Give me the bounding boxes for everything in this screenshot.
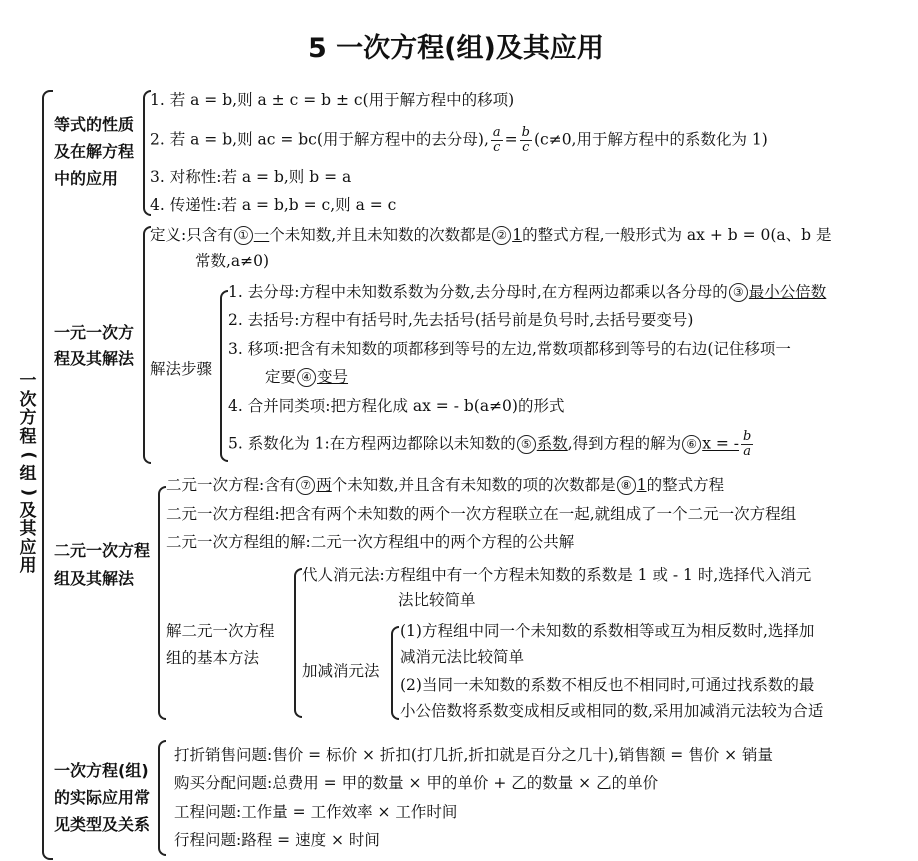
steps-brace <box>220 290 228 462</box>
section2-label-line2: 程及其解法 <box>54 349 135 368</box>
elimination-case1-cont: 减消元法比较简单 <box>400 648 525 666</box>
s3-line3: 二元一次方程组的解:二元一次方程组中的两个方程的公共解 <box>166 533 575 551</box>
step2: 2. 去括号:方程中有括号时,先去括号(括号前是负号时,去括号要变号) <box>228 311 694 329</box>
elimination-brace <box>391 626 399 720</box>
page-title: 5 一次方程(组)及其应用 <box>308 33 604 64</box>
root-label-char: ( <box>18 451 39 460</box>
relation-purchase: 购买分配问题:总费用 = 甲的数量 × 甲的单价 + 乙的数量 × 乙的单价 <box>174 774 659 792</box>
root-label-char: 次 <box>19 389 37 410</box>
root-label-char: ) <box>18 488 39 497</box>
root-label-char: 应 <box>19 537 37 558</box>
substitution-method: 代人消元法:方程组中有一个方程未知数的系数是 1 或 - 1 时,选择代入消元 <box>302 566 812 584</box>
relation-travel: 行程问题:路程 = 速度 × 时间 <box>174 831 380 849</box>
method-label-line1: 解二元一次方程 <box>166 622 275 640</box>
root-label-char: 一 <box>19 371 37 391</box>
s1-item3: 3. 对称性:若 a = b,则 b = a <box>150 168 352 186</box>
step3-cont: 定要 ④ 变号 <box>265 368 349 386</box>
root-label-char: 其 <box>19 519 37 539</box>
elimination-case2-cont: 小公倍数将系数变成相反或相同的数,采用加减消元法较为合适 <box>400 702 824 720</box>
s2-definition-cont: 常数,a≠0) <box>195 252 270 270</box>
root-label-char: 组 <box>19 463 37 484</box>
section1-label-line1: 等式的性质 <box>54 115 135 134</box>
elimination-method-label: 加减消元法 <box>302 662 380 680</box>
section4-label-line3: 见类型及关系 <box>54 815 151 834</box>
substitution-method-cont: 法比较简单 <box>398 591 476 609</box>
s1-item4: 4. 传递性:若 a = b,b = c,则 a = c <box>150 196 397 214</box>
section4-label-line1: 一次方程(组) <box>54 761 149 780</box>
section1-label-line2: 中的应用 <box>54 169 119 188</box>
s3-line1: 二元一次方程:含有 ⑦ 两个未知数,并且含有未知数的项的次数都是 ⑧ 1的整式方程 <box>166 476 725 494</box>
main-brace <box>42 90 53 860</box>
section4-label-line2: 的实际应用常 <box>54 788 151 807</box>
section3-brace <box>158 486 166 720</box>
root-label <box>18 372 38 576</box>
step5: 5. 系数化为 1:在方程两边都除以未知数的 ⑤ 系数,得到方程的解为 ⑥ x = - $\frac{b}{a}$ <box>228 429 752 459</box>
section2-brace <box>143 226 151 464</box>
section1-label-line2: 及在解方程 <box>54 142 135 161</box>
step4: 4. 合并同类项:把方程化成 ax = - b(a≠0)的形式 <box>228 397 565 415</box>
fraction-b-over-a: $\frac{b}{a}$ <box>743 429 752 459</box>
section4-brace <box>158 740 166 856</box>
section3-label-line2: 组及其解法 <box>54 569 135 588</box>
root-label-char: 程 <box>19 426 37 447</box>
step1: 1. 去分母:方程中未知数系数为分数,去分母时,在方程两边都乘以各分母的 ③ 最小公倍数 <box>228 283 827 301</box>
s3-line2: 二元一次方程组:把含有两个未知数的两个一次方程联立在一起,就组成了一个二元一次方程组 <box>166 505 797 523</box>
root-label-char: 用 <box>19 556 37 576</box>
method-label-line2: 组的基本方法 <box>166 649 260 667</box>
relation-discount: 打折销售问题:售价 = 标价 × 折扣(打几折,折扣就是百分之几十),销售额 = 售价 × 销量 <box>174 746 774 764</box>
s2-definition: 定义:只含有 ① 一个未知数,并且未知数的次数都是 ② 1的整式方程,一般形式为 ax + b = 0(a、b 是 <box>150 226 832 244</box>
fraction-b-over-c: $\frac{b}{c}$ <box>521 125 530 155</box>
step3: 3. 移项:把含有未知数的项都移到等号的左边,常数项都移到等号的右边(记住移项一 <box>228 340 791 358</box>
method-brace <box>294 568 302 718</box>
elimination-case1: (1)方程组中同一个未知数的系数相等或互为相反数时,选择加 <box>400 622 815 640</box>
root-label-char: 方 <box>19 408 37 428</box>
section2-label-line1: 一元一次方 <box>54 323 135 342</box>
relation-engineering: 工程问题:工作量 = 工作效率 × 工作时间 <box>174 803 458 821</box>
fraction-a-over-c: $\frac{a}{c}$ <box>492 125 501 155</box>
elimination-case2: (2)当同一未知数的系数不相反也不相同时,可通过找系数的最 <box>400 676 815 694</box>
s1-item2: 2. 若 a = b,则 ac = bc(用于解方程中的去分母), $\frac{a}{c}$ = $\frac{b}{c}$ (c≠0,用于解方程中的系数化为 1) <box>150 125 768 155</box>
section3-label-line1: 二元一次方程 <box>54 541 151 560</box>
solving-steps-label: 解法步骤 <box>150 360 213 378</box>
s1-item1: 1. 若 a = b,则 a ± c = b ± c(用于解方程中的移项) <box>150 91 515 109</box>
root-label-char: 及 <box>19 500 37 521</box>
